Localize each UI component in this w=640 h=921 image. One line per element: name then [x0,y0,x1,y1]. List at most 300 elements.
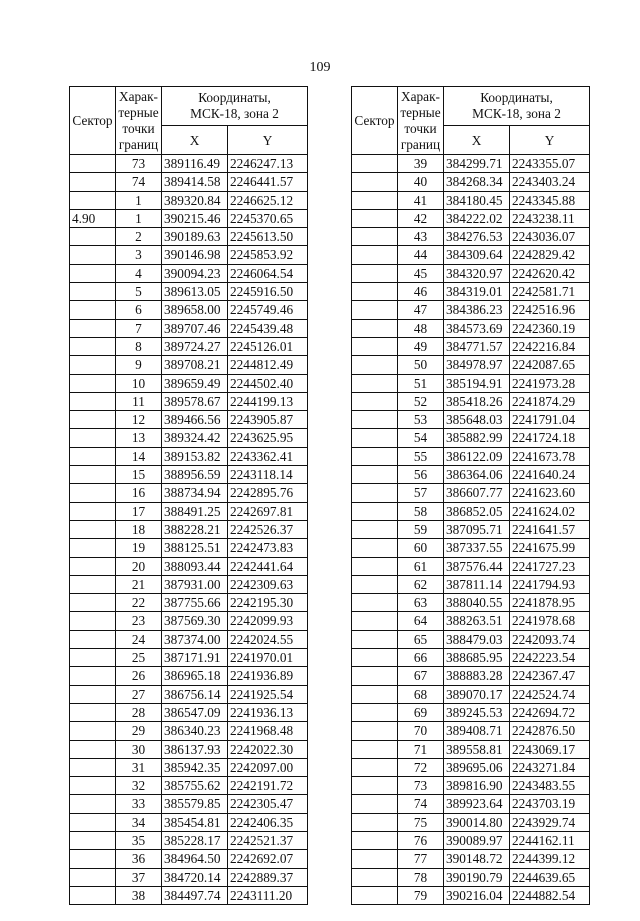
sector-cell [70,155,116,173]
sector-cell [352,301,398,319]
table-row [70,539,308,557]
point-cell: 74 [116,173,162,191]
x-coordinate-cell: 384964.50 [162,850,228,868]
y-coordinate-cell: 2242526.37 [228,520,308,538]
x-coordinate-cell: 387095.71 [444,520,510,538]
x-coordinate-cell: 386340.23 [162,722,228,740]
y-coordinate-cell: 2242360.19 [510,319,590,337]
table-row [70,594,308,612]
sector-cell [352,831,398,849]
x-coordinate-cell: 384299.71 [444,155,510,173]
sector-cell [70,667,116,685]
y-coordinate-cell: 2243271.84 [510,758,590,776]
point-cell: 16 [116,484,162,502]
point-cell: 39 [398,155,444,173]
table-row [70,356,308,374]
table-row [352,722,590,740]
y-coordinate-cell: 2242093.74 [510,630,590,648]
y-coordinate-cell: 2244199.13 [228,392,308,410]
point-cell: 28 [116,703,162,721]
x-coordinate-cell: 390190.79 [444,868,510,886]
sector-cell [352,777,398,795]
point-cell: 76 [398,831,444,849]
y-coordinate-cell: 2241675.99 [510,539,590,557]
header-points-line1: Харак- [401,88,440,104]
header-points-line4: границ [400,136,441,152]
y-coordinate-cell: 2243238.11 [510,209,590,227]
table-row [352,301,590,319]
point-cell: 61 [398,557,444,575]
point-cell: 65 [398,630,444,648]
x-coordinate-cell: 386547.09 [162,703,228,721]
sector-cell [352,502,398,520]
point-cell: 8 [116,337,162,355]
x-coordinate-cell: 390089.97 [444,831,510,849]
y-coordinate-cell: 2242521.37 [228,831,308,849]
table-row [352,758,590,776]
sector-cell [352,283,398,301]
table-row [70,722,308,740]
x-coordinate-cell: 385228.17 [162,831,228,849]
y-coordinate-cell: 2241641.57 [510,520,590,538]
sector-cell [352,868,398,886]
sector-cell [70,575,116,593]
x-coordinate-cell: 385579.85 [162,795,228,813]
sector-cell [352,246,398,264]
x-coordinate-cell: 390215.46 [162,209,228,227]
point-cell: 70 [398,722,444,740]
y-coordinate-cell: 2242216.84 [510,337,590,355]
x-coordinate-cell: 386852.05 [444,502,510,520]
x-coordinate-cell: 387755.66 [162,594,228,612]
table-row [70,575,308,593]
table-row [70,173,308,191]
table-row [70,520,308,538]
x-coordinate-cell: 387811.14 [444,575,510,593]
sector-cell [70,740,116,758]
sector-cell [352,228,398,246]
table-row [70,429,308,447]
sector-cell [352,319,398,337]
x-coordinate-cell: 390148.72 [444,850,510,868]
point-cell: 17 [116,502,162,520]
y-coordinate-cell: 2241623.60 [510,484,590,502]
y-coordinate-cell: 2242876.50 [510,722,590,740]
table-row [352,813,590,831]
y-coordinate-cell: 2244399.12 [510,850,590,868]
sector-cell [352,484,398,502]
sector-cell [70,392,116,410]
y-coordinate-cell: 2242024.55 [228,630,308,648]
sector-cell: 4.90 [70,209,116,227]
point-cell: 52 [398,392,444,410]
x-coordinate-cell: 389613.05 [162,283,228,301]
x-coordinate-cell: 388263.51 [444,612,510,630]
point-cell: 50 [398,356,444,374]
sector-cell [352,447,398,465]
sector-cell [70,374,116,392]
point-cell: 11 [116,392,162,410]
sector-cell [352,685,398,703]
table-row [352,868,590,886]
point-cell: 74 [398,795,444,813]
sector-cell [352,392,398,410]
x-coordinate-cell: 385194.91 [444,374,510,392]
table-row [70,795,308,813]
table-row [70,283,308,301]
point-cell: 44 [398,246,444,264]
sector-cell [352,813,398,831]
point-cell: 57 [398,484,444,502]
x-coordinate-cell: 389923.64 [444,795,510,813]
point-cell: 48 [398,319,444,337]
y-coordinate-cell: 2242895.76 [228,484,308,502]
sector-cell [352,667,398,685]
y-coordinate-cell: 2245126.01 [228,337,308,355]
y-coordinate-cell: 2241936.89 [228,667,308,685]
right-table-body [352,155,590,905]
table-row [352,520,590,538]
y-coordinate-cell: 2243403.24 [510,173,590,191]
sector-cell [352,356,398,374]
y-coordinate-cell: 2242524.74 [510,685,590,703]
y-coordinate-cell: 2242099.93 [228,612,308,630]
header-points-line2: терные [400,104,441,120]
point-cell: 1 [116,209,162,227]
x-coordinate-cell: 385418.26 [444,392,510,410]
point-cell: 15 [116,466,162,484]
sector-cell [70,886,116,904]
point-cell: 32 [116,777,162,795]
point-cell: 45 [398,264,444,282]
y-coordinate-cell: 2241791.04 [510,411,590,429]
y-coordinate-cell: 2245370.65 [228,209,308,227]
table-row [70,612,308,630]
x-coordinate-cell: 389408.71 [444,722,510,740]
sector-cell [70,777,116,795]
x-coordinate-cell: 384319.01 [444,283,510,301]
x-coordinate-cell: 390146.98 [162,246,228,264]
y-coordinate-cell: 2245853.92 [228,246,308,264]
table-row [70,703,308,721]
point-cell: 14 [116,447,162,465]
y-coordinate-cell: 2241673.78 [510,447,590,465]
header-points-line2: терные [118,104,159,120]
header-coords-line1: Координаты, [480,90,553,105]
y-coordinate-cell: 2241925.54 [228,685,308,703]
point-cell: 73 [116,155,162,173]
x-coordinate-cell: 387931.00 [162,575,228,593]
sector-cell [352,630,398,648]
y-coordinate-cell: 2242697.81 [228,502,308,520]
x-coordinate-cell: 390216.04 [444,886,510,904]
sector-cell [70,301,116,319]
point-cell: 71 [398,740,444,758]
table-row [352,740,590,758]
x-coordinate-cell: 387569.30 [162,612,228,630]
header-sector: Сектор [70,87,116,155]
y-coordinate-cell: 2241978.68 [510,612,590,630]
point-cell: 25 [116,649,162,667]
y-coordinate-cell: 2244639.65 [510,868,590,886]
table-row [70,831,308,849]
sector-cell [352,740,398,758]
y-coordinate-cell: 2243111.20 [228,886,308,904]
sector-cell [70,539,116,557]
sector-cell [352,722,398,740]
header-x: X [444,126,510,155]
x-coordinate-cell: 389116.49 [162,155,228,173]
table-row [352,557,590,575]
header-coords-line2: МСК-18, зона 2 [190,106,279,121]
y-coordinate-cell: 2246247.13 [228,155,308,173]
table-row [352,374,590,392]
table-row [352,575,590,593]
y-coordinate-cell: 2243118.14 [228,466,308,484]
x-coordinate-cell: 384320.97 [444,264,510,282]
x-coordinate-cell: 388734.94 [162,484,228,502]
point-cell: 7 [116,319,162,337]
header-coords-line1: Координаты, [198,90,271,105]
table-row [70,630,308,648]
x-coordinate-cell: 384309.64 [444,246,510,264]
x-coordinate-cell: 386607.77 [444,484,510,502]
y-coordinate-cell: 2242581.71 [510,283,590,301]
point-cell: 54 [398,429,444,447]
point-cell: 27 [116,685,162,703]
sector-cell [352,374,398,392]
point-cell: 69 [398,703,444,721]
header-x: X [162,126,228,155]
table-row [70,868,308,886]
table-row [70,228,308,246]
y-coordinate-cell: 2241970.01 [228,649,308,667]
table-row [352,155,590,173]
table-row [70,557,308,575]
table-row [70,374,308,392]
y-coordinate-cell: 2242441.64 [228,557,308,575]
table-row [352,703,590,721]
table-row [352,264,590,282]
point-cell: 30 [116,740,162,758]
x-coordinate-cell: 388228.21 [162,520,228,538]
table-row [352,667,590,685]
point-cell: 73 [398,777,444,795]
table-row [352,649,590,667]
table-row [352,447,590,465]
y-coordinate-cell: 2242516.96 [510,301,590,319]
x-coordinate-cell: 389414.58 [162,173,228,191]
header-points-line4: границ [118,136,159,152]
point-cell: 3 [116,246,162,264]
sector-cell [70,246,116,264]
point-cell: 46 [398,283,444,301]
point-cell: 5 [116,283,162,301]
table-row [70,484,308,502]
point-cell: 58 [398,502,444,520]
sector-cell [352,557,398,575]
header-points [398,87,444,155]
table-row [352,612,590,630]
y-coordinate-cell: 2241936.13 [228,703,308,721]
y-coordinate-cell: 2242191.72 [228,777,308,795]
x-coordinate-cell: 388479.03 [444,630,510,648]
table-row [352,356,590,374]
x-coordinate-cell: 389070.17 [444,685,510,703]
point-cell: 13 [116,429,162,447]
point-cell: 75 [398,813,444,831]
sector-cell [70,264,116,282]
x-coordinate-cell: 388685.95 [444,649,510,667]
x-coordinate-cell: 389153.82 [162,447,228,465]
table-row [352,795,590,813]
sector-cell [352,466,398,484]
point-cell: 12 [116,411,162,429]
y-coordinate-cell: 2242889.37 [228,868,308,886]
header-points-line1: Харак- [119,88,158,104]
left-table-body [70,155,308,905]
point-cell: 35 [116,831,162,849]
point-cell: 59 [398,520,444,538]
sector-cell [70,649,116,667]
point-cell: 60 [398,539,444,557]
x-coordinate-cell: 390014.80 [444,813,510,831]
x-coordinate-cell: 387576.44 [444,557,510,575]
header-coords-line2: МСК-18, зона 2 [472,106,561,121]
header-coordinates [162,87,308,126]
y-coordinate-cell: 2241794.93 [510,575,590,593]
sector-cell [352,886,398,904]
point-cell: 4 [116,264,162,282]
table-row [70,649,308,667]
y-coordinate-cell: 2245749.46 [228,301,308,319]
sector-cell [70,850,116,868]
sector-cell [70,484,116,502]
y-coordinate-cell: 2242473.83 [228,539,308,557]
table-row [70,740,308,758]
table-row [352,191,590,209]
point-cell: 21 [116,575,162,593]
point-cell: 22 [116,594,162,612]
x-coordinate-cell: 389659.49 [162,374,228,392]
table-row [70,392,308,410]
x-coordinate-cell: 389558.81 [444,740,510,758]
x-coordinate-cell: 388125.51 [162,539,228,557]
point-cell: 62 [398,575,444,593]
x-coordinate-cell: 388491.25 [162,502,228,520]
x-coordinate-cell: 384276.53 [444,228,510,246]
table-row [70,246,308,264]
y-coordinate-cell: 2243703.19 [510,795,590,813]
table-row [352,831,590,849]
y-coordinate-cell: 2241874.29 [510,392,590,410]
sector-cell [70,685,116,703]
sector-cell [70,557,116,575]
x-coordinate-cell: 384222.02 [444,209,510,227]
table-row [352,429,590,447]
y-coordinate-cell: 2241724.18 [510,429,590,447]
x-coordinate-cell: 388883.28 [444,667,510,685]
y-coordinate-cell: 2244502.40 [228,374,308,392]
point-cell: 18 [116,520,162,538]
y-coordinate-cell: 2243036.07 [510,228,590,246]
point-cell: 36 [116,850,162,868]
sector-cell [70,703,116,721]
header-y: Y [228,126,308,155]
point-cell: 23 [116,612,162,630]
sector-cell [70,630,116,648]
sector-cell [352,649,398,667]
x-coordinate-cell: 386364.06 [444,466,510,484]
point-cell: 40 [398,173,444,191]
table-row [70,191,308,209]
table-row [70,466,308,484]
point-cell: 77 [398,850,444,868]
y-coordinate-cell: 2244882.54 [510,886,590,904]
point-cell: 29 [116,722,162,740]
y-coordinate-cell: 2241727.23 [510,557,590,575]
sector-cell [70,758,116,776]
y-coordinate-cell: 2241968.48 [228,722,308,740]
table-row [70,886,308,904]
point-cell: 6 [116,301,162,319]
sector-cell [70,356,116,374]
header-points-line3: точки [404,120,437,136]
table-row [352,594,590,612]
table-row [352,392,590,410]
table-row [70,850,308,868]
y-coordinate-cell: 2241640.24 [510,466,590,484]
sector-cell [70,612,116,630]
y-coordinate-cell: 2244162.11 [510,831,590,849]
x-coordinate-cell: 384573.69 [444,319,510,337]
y-coordinate-cell: 2242223.54 [510,649,590,667]
point-cell: 63 [398,594,444,612]
point-cell: 55 [398,447,444,465]
x-coordinate-cell: 386137.93 [162,740,228,758]
sector-cell [70,594,116,612]
sector-cell [352,155,398,173]
point-cell: 79 [398,886,444,904]
y-coordinate-cell: 2245916.50 [228,283,308,301]
x-coordinate-cell: 385648.03 [444,411,510,429]
x-coordinate-cell: 387337.55 [444,539,510,557]
x-coordinate-cell: 390094.23 [162,264,228,282]
sector-cell [352,520,398,538]
sector-cell [352,337,398,355]
point-cell: 43 [398,228,444,246]
sector-cell [352,411,398,429]
y-coordinate-cell: 2243905.87 [228,411,308,429]
point-cell: 66 [398,649,444,667]
x-coordinate-cell: 390189.63 [162,228,228,246]
sector-cell [70,173,116,191]
x-coordinate-cell: 384978.97 [444,356,510,374]
x-coordinate-cell: 384180.45 [444,191,510,209]
table-row [352,228,590,246]
table-row [70,209,308,227]
sector-cell [70,502,116,520]
header-points [116,87,162,155]
x-coordinate-cell: 387374.00 [162,630,228,648]
x-coordinate-cell: 389324.42 [162,429,228,447]
y-coordinate-cell: 2241878.95 [510,594,590,612]
table-row [70,411,308,429]
sector-cell [70,466,116,484]
sector-cell [352,758,398,776]
y-coordinate-cell: 2242305.47 [228,795,308,813]
x-coordinate-cell: 387171.91 [162,649,228,667]
